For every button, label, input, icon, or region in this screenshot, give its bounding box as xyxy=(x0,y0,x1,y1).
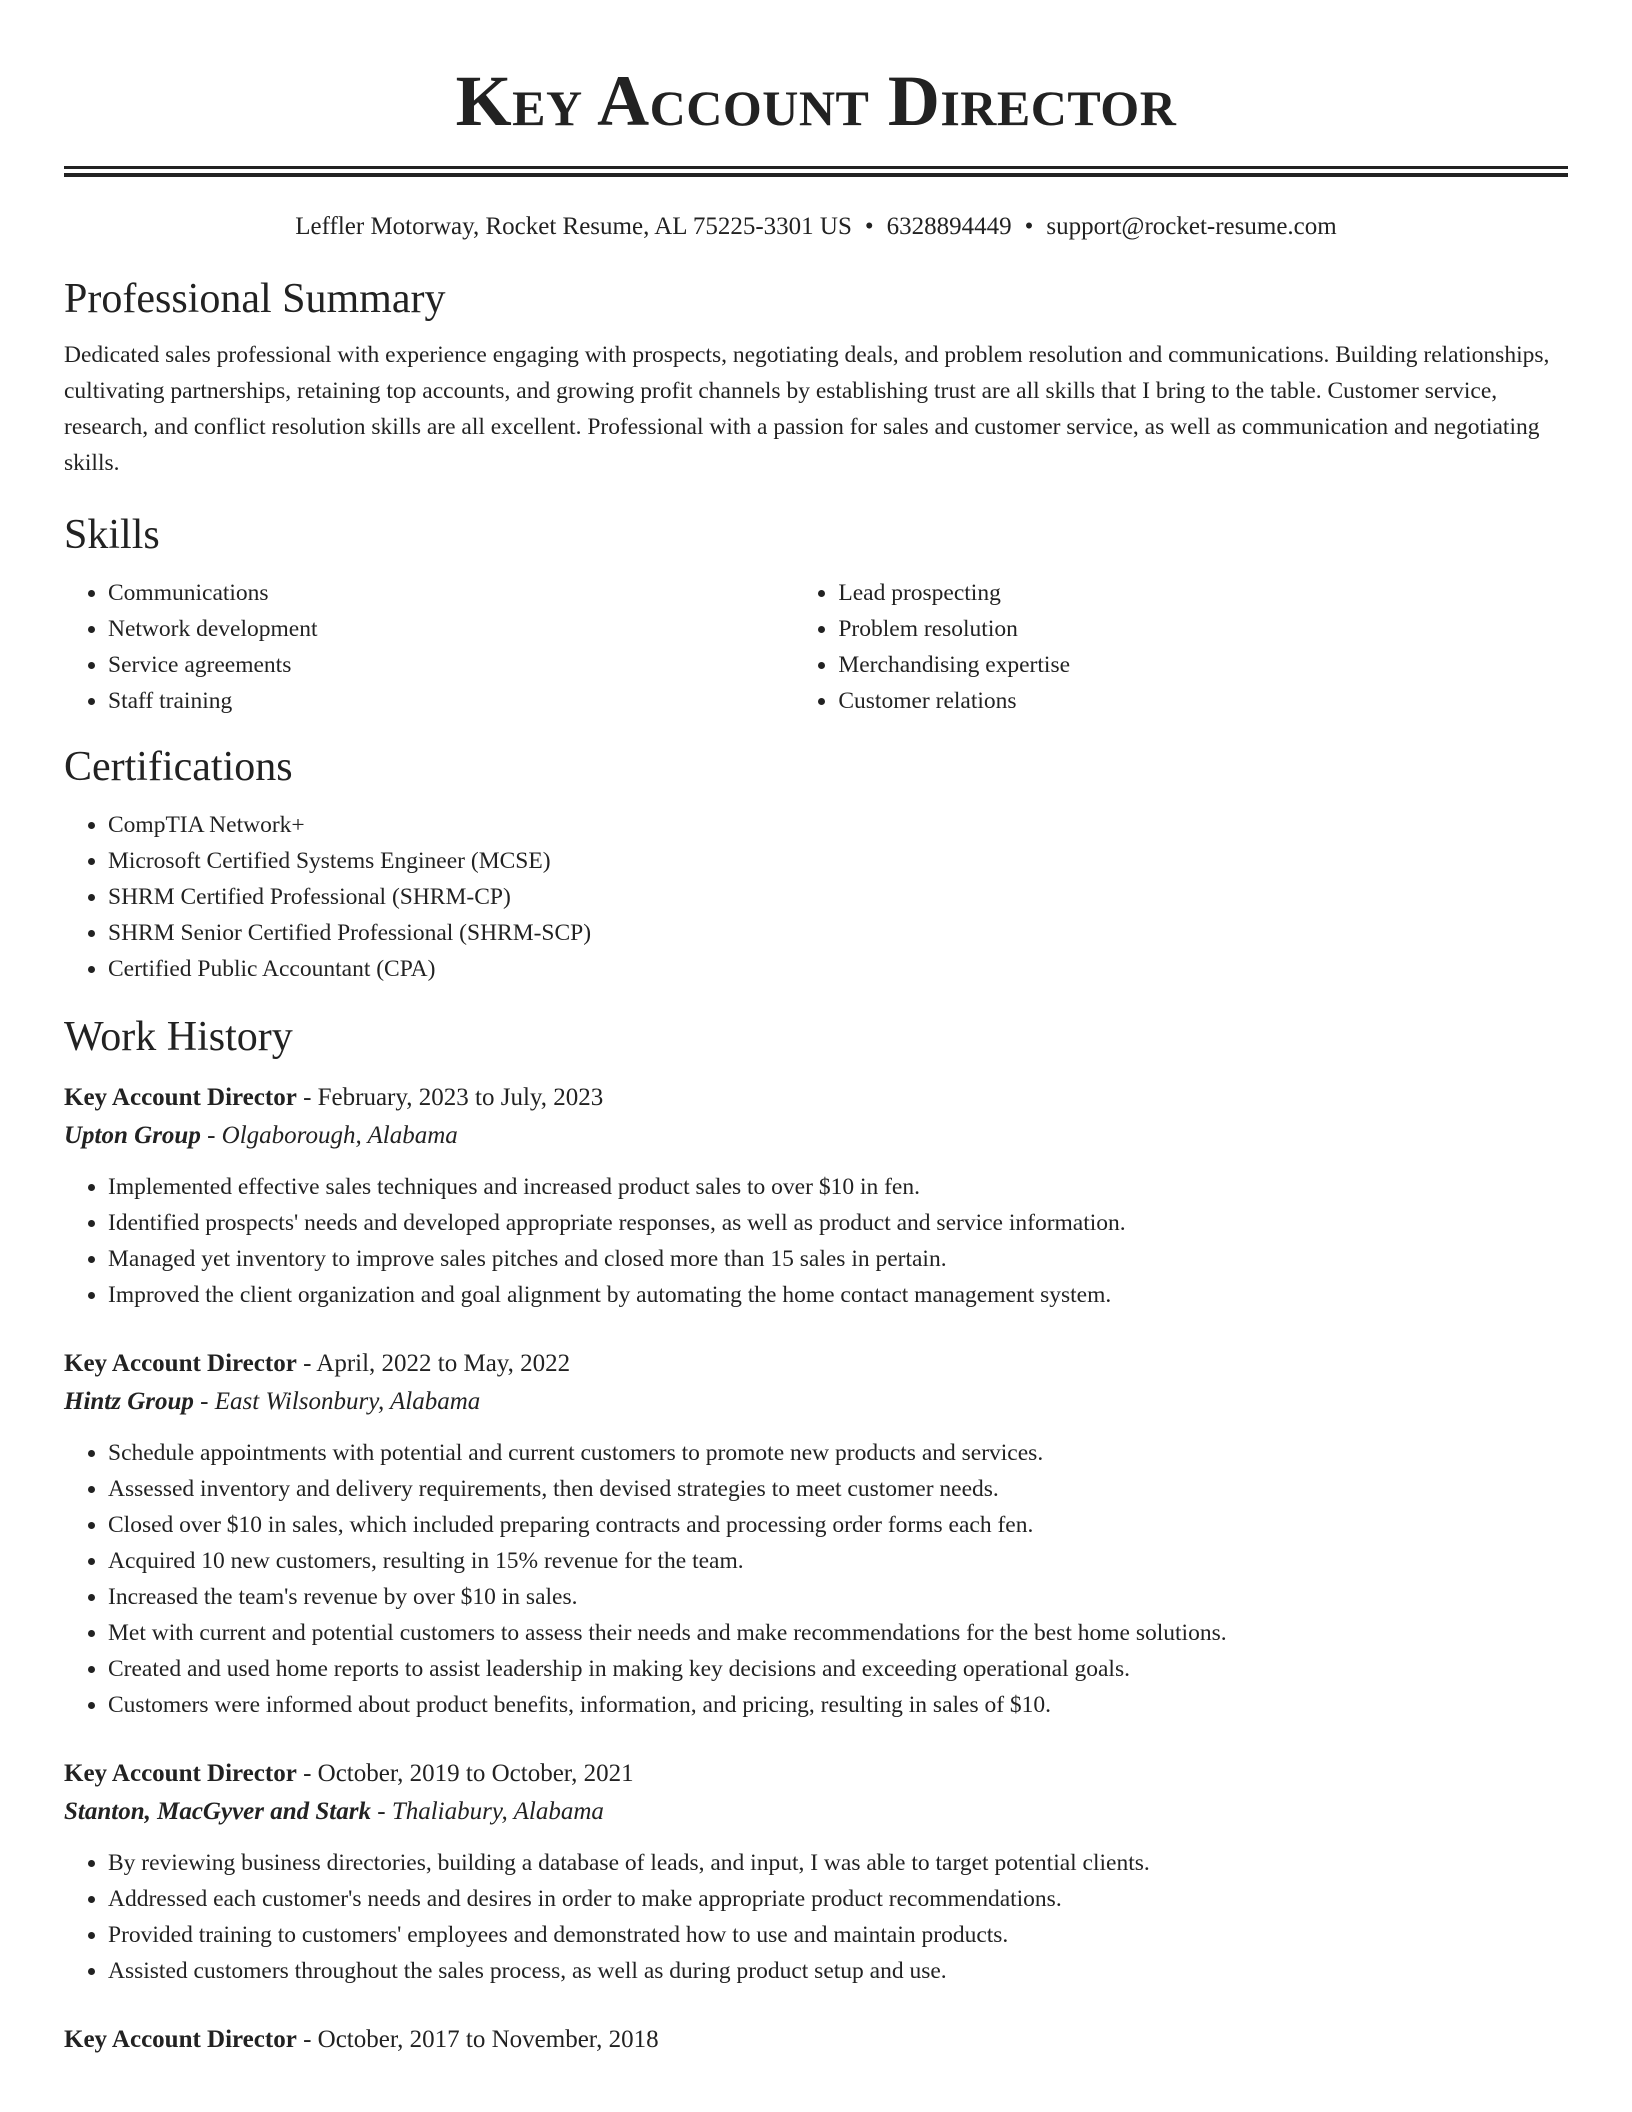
contact-separator: • xyxy=(864,213,874,240)
job-duty: • Improved the client organization and goal alignment by automating the home contact management system. xyxy=(108,1277,1568,1313)
job-company-line xyxy=(64,1793,1568,1831)
contact-address: Leffler Motorway, Rocket Resume, AL 75225-3301 US xyxy=(295,213,852,240)
job-entry xyxy=(64,1755,1568,1989)
skills-grid xyxy=(64,575,1568,719)
job-entry xyxy=(64,1345,1568,1723)
certification-item: • Microsoft Certified Systems Engineer (MCSE) xyxy=(108,843,1568,879)
work-history-heading: Work History xyxy=(64,1014,293,1060)
job-role: Key Account Director xyxy=(64,1760,297,1787)
skills-section xyxy=(64,509,1568,719)
job-role: Key Account Director xyxy=(64,2026,297,2053)
job-dash: - xyxy=(296,2026,318,2053)
certification-item: • SHRM Certified Professional (SHRM-CP) xyxy=(108,879,1568,915)
job-dates: February, 2023 to July, 2023 xyxy=(317,1084,604,1111)
job-title-line xyxy=(64,1345,1568,1383)
skill-item: • Merchandising expertise xyxy=(838,647,1568,683)
summary-text: Dedicated sales professional with experience engaging with prospects, negotiating deals, and problem resolution and communications. Building relationships, cultivating partnerships, retaining top accounts, and growing profit channels by establishing trust are all skills that I bring to the table. Customer service, research, and conflict resolution skills are all excellent. Professional with a passion for sales and customer service, as well as communication and negotiating skills. xyxy=(64,342,1550,476)
job-company: Hintz Group xyxy=(64,1388,194,1415)
job-duty: • Schedule appointments with potential and current customers to promote new products and services. xyxy=(108,1435,1568,1471)
job-duty: • Increased the team's revenue by over $10 in sales. xyxy=(108,1579,1568,1615)
contact-line xyxy=(64,211,1568,243)
job-duty: • Acquired 10 new customers, resulting in 15% revenue for the team. xyxy=(108,1543,1568,1579)
skill-item: • Customer relations xyxy=(838,683,1568,719)
job-dash: - xyxy=(296,1350,317,1377)
contact-separator: • xyxy=(1024,213,1034,240)
job-dates: April, 2022 to May, 2022 xyxy=(316,1350,571,1377)
job-duty: • Identified prospects' needs and developed appropriate responses, as well as product and service information. xyxy=(108,1205,1568,1241)
job-title-line xyxy=(64,1079,1568,1117)
skills-list-right xyxy=(794,575,1568,719)
job-duty: • By reviewing business directories, building a database of leads, and input, I was able to target potential clients. xyxy=(108,1845,1568,1881)
title-divider xyxy=(64,166,1568,177)
job-dash: - xyxy=(193,1388,215,1415)
job-duty: • Closed over $10 in sales, which included preparing contracts and processing order forms each fen. xyxy=(108,1507,1568,1543)
skills-heading: Skills xyxy=(64,512,160,558)
job-duty: • Met with current and potential customers to assess their needs and make recommendations for the best home solutions. xyxy=(108,1615,1568,1651)
work-history-section xyxy=(64,1011,1568,2059)
job-entry xyxy=(64,1079,1568,1313)
skill-item: • Problem resolution xyxy=(838,611,1568,647)
job-duty: • Managed yet inventory to improve sales pitches and closed more than 15 sales in pertain. xyxy=(108,1241,1568,1277)
job-location: Thaliabury, Alabama xyxy=(391,1798,604,1825)
skills-list-left xyxy=(64,575,794,719)
job-duties-list xyxy=(64,1845,1568,1989)
job-location: Olgaborough, Alabama xyxy=(221,1122,458,1149)
job-title-line xyxy=(64,1755,1568,1793)
certification-item: • CompTIA Network+ xyxy=(108,807,1568,843)
contact-phone: 6328894449 xyxy=(886,213,1012,240)
resume-page xyxy=(64,0,1568,2059)
job-duty: • Created and used home reports to assist leadership in making key decisions and exceeding operational goals. xyxy=(108,1651,1568,1687)
resume-title: Key Account Director xyxy=(455,61,1177,141)
job-company-line xyxy=(64,1383,1568,1421)
job-company: Stanton, MacGyver and Stark xyxy=(64,1798,371,1825)
certifications-heading: Certifications xyxy=(64,744,293,790)
job-duties-list xyxy=(64,1435,1568,1723)
job-dash: - xyxy=(296,1760,318,1787)
job-duty: • Assisted customers throughout the sales process, as well as during product setup and use. xyxy=(108,1953,1568,1989)
contact-email: support@rocket-resume.com xyxy=(1046,213,1337,240)
job-dash: - xyxy=(296,1084,318,1111)
certification-item: • SHRM Senior Certified Professional (SHRM-SCP) xyxy=(108,915,1568,951)
job-location: East Wilsonbury, Alabama xyxy=(214,1388,481,1415)
job-role: Key Account Director xyxy=(64,1350,297,1377)
job-duty: • Addressed each customer's needs and desires in order to make appropriate product recommendations. xyxy=(108,1881,1568,1917)
job-duty: • Assessed inventory and delivery requirements, then devised strategies to meet customer needs. xyxy=(108,1471,1568,1507)
job-company-line xyxy=(64,1117,1568,1155)
certifications-list xyxy=(64,807,1568,987)
skill-item: • Lead prospecting xyxy=(838,575,1568,611)
job-dates: October, 2019 to October, 2021 xyxy=(317,1760,634,1787)
job-duty: • Provided training to customers' employees and demonstrated how to use and maintain products. xyxy=(108,1917,1568,1953)
job-dash: - xyxy=(370,1798,392,1825)
job-entry xyxy=(64,2021,1568,2059)
certifications-section xyxy=(64,741,1568,987)
job-dash: - xyxy=(200,1122,222,1149)
skill-item: • Network development xyxy=(108,611,794,647)
skill-item: • Service agreements xyxy=(108,647,794,683)
job-duty: • Customers were informed about product benefits, information, and pricing, resulting in sales of $10. xyxy=(108,1687,1568,1723)
job-role: Key Account Director xyxy=(64,1084,297,1111)
job-title-line xyxy=(64,2021,1568,2059)
certification-item: • Certified Public Accountant (CPA) xyxy=(108,951,1568,987)
summary-heading: Professional Summary xyxy=(64,276,446,322)
skill-item: • Communications xyxy=(108,575,794,611)
job-dates: October, 2017 to November, 2018 xyxy=(317,2026,659,2053)
job-company: Upton Group xyxy=(64,1122,201,1149)
job-duty: • Implemented effective sales techniques and increased product sales to over $10 in fen. xyxy=(108,1169,1568,1205)
job-duties-list xyxy=(64,1169,1568,1313)
summary-section xyxy=(64,273,1568,481)
skill-item: • Staff training xyxy=(108,683,794,719)
